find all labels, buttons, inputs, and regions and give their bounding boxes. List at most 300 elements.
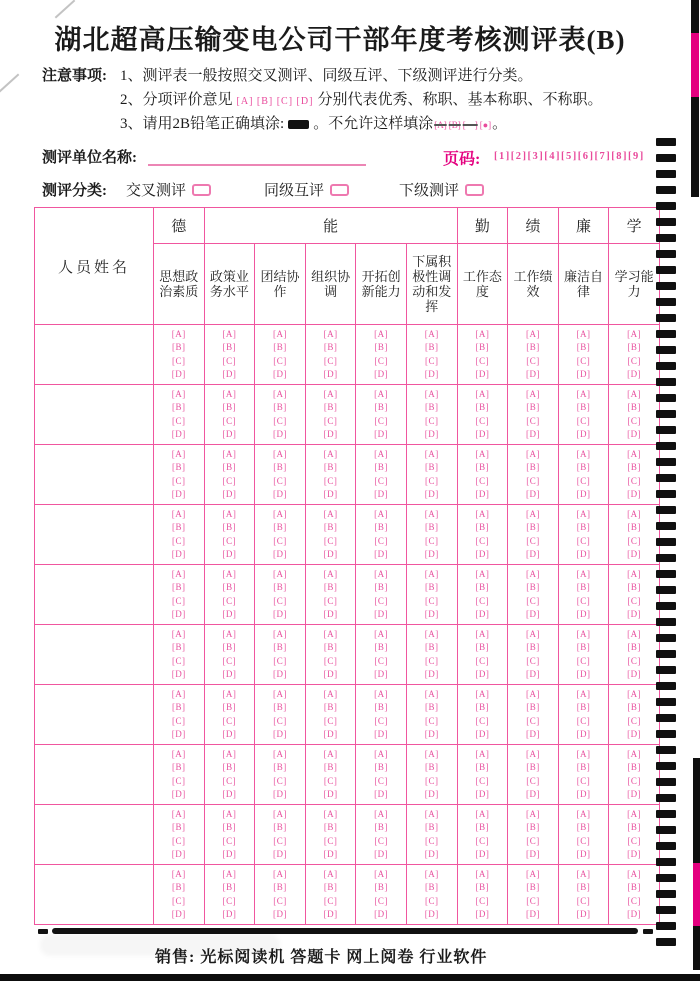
bubble-C[interactable]: [C] (323, 355, 338, 366)
bubble-A[interactable]: [A] (323, 628, 338, 639)
bubble-B[interactable]: [B] (323, 822, 338, 832)
bubble-D[interactable]: [D] (627, 429, 642, 439)
bubble-C[interactable]: [C] (576, 715, 591, 726)
bubble-A[interactable]: [A] (374, 748, 389, 759)
bubble-B[interactable]: [B] (273, 522, 287, 532)
bubble-B[interactable]: [B] (475, 522, 490, 532)
bubble-B[interactable]: [B] (374, 582, 388, 592)
bubble-C[interactable]: [C] (627, 535, 641, 546)
bubble-A[interactable]: [A] (424, 388, 439, 399)
person-name-cell[interactable] (35, 865, 154, 925)
bubble-D[interactable]: [D] (576, 789, 591, 799)
bubble-A[interactable]: [A] (171, 388, 186, 399)
bubble-C[interactable]: [C] (576, 895, 591, 906)
bubble-A[interactable]: [A] (576, 808, 591, 819)
bubble-C[interactable]: [C] (576, 415, 591, 426)
bubble-C[interactable]: [C] (475, 595, 490, 606)
bubble-C[interactable]: [C] (526, 655, 540, 666)
bubble-C[interactable]: [C] (374, 895, 388, 906)
bubble-D[interactable]: [D] (576, 369, 591, 379)
bubble-D[interactable]: [D] (374, 609, 389, 619)
bubble-C[interactable]: [C] (576, 835, 591, 846)
bubble-D[interactable]: [D] (525, 369, 540, 379)
bubble-D[interactable]: [D] (171, 789, 186, 799)
bubble-B[interactable]: [B] (374, 402, 388, 412)
bubble-D[interactable]: [D] (374, 369, 389, 379)
bubble-C[interactable]: [C] (526, 775, 540, 786)
bubble-C[interactable]: [C] (222, 355, 237, 366)
bubble-C[interactable]: [C] (172, 835, 186, 846)
bubble-B[interactable]: [B] (172, 822, 186, 832)
bubble-A[interactable]: [A] (424, 688, 439, 699)
bubble-B[interactable]: [B] (222, 402, 237, 412)
bubble-D[interactable]: [D] (272, 489, 287, 499)
bubble-C[interactable]: [C] (425, 535, 439, 546)
category-checkbox[interactable] (330, 184, 349, 196)
bubble-D[interactable]: [D] (272, 849, 287, 859)
bubble-B[interactable]: [B] (374, 642, 388, 652)
bubble-A[interactable]: [A] (374, 388, 389, 399)
bubble-B[interactable]: [B] (222, 342, 237, 352)
bubble-A[interactable]: [A] (374, 508, 389, 519)
bubble-D[interactable]: [D] (424, 489, 439, 499)
bubble-D[interactable]: [D] (272, 369, 287, 379)
bubble-C[interactable]: [C] (576, 595, 591, 606)
bubble-C[interactable]: [C] (425, 355, 439, 366)
bubble-A[interactable]: [A] (272, 628, 287, 639)
bubble-B[interactable]: [B] (172, 342, 186, 352)
bubble-C[interactable]: [C] (323, 475, 338, 486)
bubble-D[interactable]: [D] (576, 729, 591, 739)
bubble-B[interactable]: [B] (222, 882, 237, 892)
bubble-C[interactable]: [C] (425, 475, 439, 486)
bubble-C[interactable]: [C] (172, 775, 186, 786)
bubble-A[interactable]: [A] (171, 568, 186, 579)
bubble-C[interactable]: [C] (526, 715, 540, 726)
bubble-D[interactable]: [D] (272, 549, 287, 559)
bubble-B[interactable]: [B] (425, 882, 439, 892)
bubble-C[interactable]: [C] (222, 775, 237, 786)
bubble-D[interactable]: [D] (272, 789, 287, 799)
bubble-B[interactable]: [B] (172, 642, 186, 652)
bubble-C[interactable]: [C] (323, 415, 338, 426)
bubble-D[interactable]: [D] (171, 909, 186, 919)
bubble-D[interactable]: [D] (272, 429, 287, 439)
bubble-D[interactable]: [D] (171, 549, 186, 559)
bubble-A[interactable]: [A] (171, 868, 186, 879)
bubble-C[interactable]: [C] (526, 895, 540, 906)
bubble-D[interactable]: [D] (272, 909, 287, 919)
bubble-A[interactable]: [A] (272, 388, 287, 399)
bubble-A[interactable]: [A] (222, 748, 237, 759)
bubble-D[interactable]: [D] (222, 909, 237, 919)
bubble-B[interactable]: [B] (273, 462, 287, 472)
bubble-C[interactable]: [C] (627, 775, 641, 786)
bubble-D[interactable]: [D] (576, 549, 591, 559)
bubble-D[interactable]: [D] (222, 429, 237, 439)
bubble-B[interactable]: [B] (576, 822, 591, 832)
bubble-B[interactable]: [B] (627, 762, 641, 772)
bubble-A[interactable]: [A] (374, 328, 389, 339)
bubble-B[interactable]: [B] (425, 462, 439, 472)
bubble-B[interactable]: [B] (172, 582, 186, 592)
bubble-A[interactable]: [A] (424, 808, 439, 819)
bubble-B[interactable]: [B] (172, 702, 186, 712)
person-name-cell[interactable] (35, 385, 154, 445)
bubble-B[interactable]: [B] (222, 702, 237, 712)
bubble-D[interactable]: [D] (475, 429, 490, 439)
bubble-D[interactable]: [D] (424, 909, 439, 919)
bubble-B[interactable]: [B] (526, 582, 540, 592)
bubble-B[interactable]: [B] (323, 642, 338, 652)
bubble-C[interactable]: [C] (172, 355, 186, 366)
bubble-B[interactable]: [B] (172, 882, 186, 892)
bubble-D[interactable]: [D] (424, 729, 439, 739)
bubble-A[interactable]: [A] (627, 868, 642, 879)
bubble-B[interactable]: [B] (576, 702, 591, 712)
bubble-B[interactable]: [B] (526, 462, 540, 472)
bubble-C[interactable]: [C] (425, 415, 439, 426)
bubble-D[interactable]: [D] (475, 369, 490, 379)
bubble-B[interactable]: [B] (273, 342, 287, 352)
bubble-B[interactable]: [B] (526, 522, 540, 532)
bubble-C[interactable]: [C] (627, 475, 641, 486)
bubble-B[interactable]: [B] (526, 402, 540, 412)
bubble-C[interactable]: [C] (374, 775, 388, 786)
bubble-A[interactable]: [A] (424, 868, 439, 879)
bubble-D[interactable]: [D] (323, 369, 338, 379)
bubble-B[interactable]: [B] (576, 522, 591, 532)
bubble-C[interactable]: [C] (222, 835, 237, 846)
bubble-A[interactable]: [A] (627, 388, 642, 399)
person-name-cell[interactable] (35, 625, 154, 685)
bubble-B[interactable]: [B] (425, 642, 439, 652)
bubble-D[interactable]: [D] (222, 789, 237, 799)
bubble-A[interactable]: [A] (272, 808, 287, 819)
bubble-C[interactable]: [C] (222, 595, 237, 606)
bubble-C[interactable]: [C] (526, 595, 540, 606)
bubble-D[interactable]: [D] (627, 549, 642, 559)
bubble-A[interactable]: [A] (272, 568, 287, 579)
bubble-B[interactable]: [B] (172, 462, 186, 472)
bubble-B[interactable]: [B] (222, 642, 237, 652)
bubble-A[interactable]: [A] (525, 748, 540, 759)
bubble-A[interactable]: [A] (323, 388, 338, 399)
bubble-A[interactable]: [A] (323, 688, 338, 699)
bubble-D[interactable]: [D] (222, 609, 237, 619)
bubble-B[interactable]: [B] (627, 342, 641, 352)
bubble-C[interactable]: [C] (323, 835, 338, 846)
bubble-B[interactable]: [B] (425, 342, 439, 352)
bubble-A[interactable]: [A] (525, 508, 540, 519)
bubble-B[interactable]: [B] (374, 522, 388, 532)
bubble-B[interactable]: [B] (273, 822, 287, 832)
bubble-D[interactable]: [D] (374, 909, 389, 919)
bubble-A[interactable]: [A] (576, 448, 591, 459)
bubble-B[interactable]: [B] (526, 642, 540, 652)
bubble-A[interactable]: [A] (222, 448, 237, 459)
bubble-A[interactable]: [A] (272, 448, 287, 459)
bubble-D[interactable]: [D] (222, 489, 237, 499)
person-name-cell[interactable] (35, 445, 154, 505)
bubble-D[interactable]: [D] (576, 849, 591, 859)
bubble-C[interactable]: [C] (627, 835, 641, 846)
bubble-C[interactable]: [C] (627, 895, 641, 906)
bubble-B[interactable]: [B] (576, 762, 591, 772)
bubble-B[interactable]: [B] (475, 462, 490, 472)
bubble-A[interactable]: [A] (323, 448, 338, 459)
bubble-B[interactable]: [B] (273, 642, 287, 652)
bubble-B[interactable]: [B] (374, 462, 388, 472)
bubble-D[interactable]: [D] (374, 729, 389, 739)
bubble-B[interactable]: [B] (475, 822, 490, 832)
bubble-D[interactable]: [D] (525, 669, 540, 679)
bubble-D[interactable]: [D] (323, 849, 338, 859)
bubble-B[interactable]: [B] (475, 702, 490, 712)
bubble-B[interactable]: [B] (627, 462, 641, 472)
bubble-A[interactable]: [A] (424, 568, 439, 579)
bubble-A[interactable]: [A] (374, 628, 389, 639)
bubble-B[interactable]: [B] (273, 702, 287, 712)
bubble-D[interactable]: [D] (171, 729, 186, 739)
bubble-B[interactable]: [B] (627, 642, 641, 652)
bubble-D[interactable]: [D] (323, 609, 338, 619)
bubble-B[interactable]: [B] (627, 582, 641, 592)
bubble-D[interactable]: [D] (475, 549, 490, 559)
bubble-C[interactable]: [C] (425, 775, 439, 786)
bubble-C[interactable]: [C] (172, 895, 186, 906)
bubble-D[interactable]: [D] (525, 489, 540, 499)
bubble-D[interactable]: [D] (576, 489, 591, 499)
bubble-A[interactable]: [A] (475, 568, 490, 579)
bubble-A[interactable]: [A] (475, 688, 490, 699)
bubble-D[interactable]: [D] (627, 669, 642, 679)
bubble-C[interactable]: [C] (374, 655, 388, 666)
bubble-A[interactable]: [A] (576, 328, 591, 339)
bubble-C[interactable]: [C] (273, 595, 287, 606)
bubble-C[interactable]: [C] (273, 715, 287, 726)
bubble-A[interactable]: [A] (627, 328, 642, 339)
bubble-C[interactable]: [C] (273, 775, 287, 786)
bubble-C[interactable]: [C] (475, 835, 490, 846)
bubble-C[interactable]: [C] (222, 475, 237, 486)
bubble-B[interactable]: [B] (475, 402, 490, 412)
bubble-C[interactable]: [C] (172, 655, 186, 666)
bubble-C[interactable]: [C] (627, 595, 641, 606)
bubble-C[interactable]: [C] (526, 475, 540, 486)
bubble-B[interactable]: [B] (526, 342, 540, 352)
bubble-A[interactable]: [A] (627, 448, 642, 459)
bubble-C[interactable]: [C] (273, 535, 287, 546)
bubble-A[interactable]: [A] (171, 328, 186, 339)
bubble-B[interactable]: [B] (627, 822, 641, 832)
bubble-C[interactable]: [C] (425, 715, 439, 726)
bubble-D[interactable]: [D] (627, 489, 642, 499)
bubble-D[interactable]: [D] (475, 609, 490, 619)
bubble-A[interactable]: [A] (475, 328, 490, 339)
bubble-C[interactable]: [C] (526, 415, 540, 426)
bubble-B[interactable]: [B] (273, 582, 287, 592)
bubble-D[interactable]: [D] (323, 489, 338, 499)
bubble-B[interactable]: [B] (172, 522, 186, 532)
bubble-D[interactable]: [D] (424, 609, 439, 619)
bubble-A[interactable]: [A] (374, 868, 389, 879)
bubble-A[interactable]: [A] (171, 628, 186, 639)
bubble-B[interactable]: [B] (627, 402, 641, 412)
bubble-B[interactable]: [B] (627, 702, 641, 712)
bubble-C[interactable]: [C] (172, 415, 186, 426)
bubble-D[interactable]: [D] (424, 369, 439, 379)
bubble-C[interactable]: [C] (627, 715, 641, 726)
bubble-D[interactable]: [D] (525, 429, 540, 439)
bubble-A[interactable]: [A] (424, 748, 439, 759)
bubble-B[interactable]: [B] (323, 702, 338, 712)
bubble-A[interactable]: [A] (576, 568, 591, 579)
bubble-C[interactable]: [C] (627, 415, 641, 426)
bubble-A[interactable]: [A] (374, 688, 389, 699)
bubble-B[interactable]: [B] (374, 702, 388, 712)
bubble-B[interactable]: [B] (222, 762, 237, 772)
bubble-D[interactable]: [D] (475, 729, 490, 739)
bubble-B[interactable]: [B] (425, 822, 439, 832)
bubble-A[interactable]: [A] (222, 328, 237, 339)
bubble-A[interactable]: [A] (424, 508, 439, 519)
bubble-A[interactable]: [A] (323, 748, 338, 759)
bubble-C[interactable]: [C] (222, 655, 237, 666)
bubble-B[interactable]: [B] (425, 522, 439, 532)
bubble-D[interactable]: [D] (525, 789, 540, 799)
bubble-D[interactable]: [D] (475, 849, 490, 859)
bubble-B[interactable]: [B] (526, 702, 540, 712)
bubble-D[interactable]: [D] (576, 609, 591, 619)
bubble-B[interactable]: [B] (475, 762, 490, 772)
bubble-D[interactable]: [D] (627, 729, 642, 739)
bubble-A[interactable]: [A] (475, 388, 490, 399)
bubble-A[interactable]: [A] (272, 508, 287, 519)
bubble-D[interactable]: [D] (525, 729, 540, 739)
bubble-D[interactable]: [D] (171, 669, 186, 679)
bubble-C[interactable]: [C] (374, 595, 388, 606)
bubble-C[interactable]: [C] (475, 775, 490, 786)
bubble-C[interactable]: [C] (374, 535, 388, 546)
bubble-D[interactable]: [D] (576, 669, 591, 679)
bubble-B[interactable]: [B] (172, 762, 186, 772)
bubble-C[interactable]: [C] (475, 715, 490, 726)
bubble-C[interactable]: [C] (323, 595, 338, 606)
bubble-B[interactable]: [B] (576, 342, 591, 352)
bubble-C[interactable]: [C] (172, 715, 186, 726)
bubble-D[interactable]: [D] (627, 909, 642, 919)
bubble-B[interactable]: [B] (475, 882, 490, 892)
bubble-C[interactable]: [C] (576, 355, 591, 366)
bubble-A[interactable]: [A] (323, 508, 338, 519)
bubble-A[interactable]: [A] (374, 808, 389, 819)
bubble-D[interactable]: [D] (475, 489, 490, 499)
bubble-B[interactable]: [B] (222, 522, 237, 532)
bubble-B[interactable]: [B] (576, 882, 591, 892)
bubble-A[interactable]: [A] (576, 868, 591, 879)
bubble-A[interactable]: [A] (525, 688, 540, 699)
bubble-B[interactable]: [B] (526, 762, 540, 772)
bubble-A[interactable]: [A] (272, 688, 287, 699)
bubble-A[interactable]: [A] (323, 328, 338, 339)
bubble-D[interactable]: [D] (272, 609, 287, 619)
bubble-A[interactable]: [A] (374, 448, 389, 459)
bubble-B[interactable]: [B] (425, 702, 439, 712)
bubble-D[interactable]: [D] (323, 909, 338, 919)
bubble-C[interactable]: [C] (374, 715, 388, 726)
bubble-A[interactable]: [A] (576, 628, 591, 639)
bubble-C[interactable]: [C] (222, 895, 237, 906)
bubble-D[interactable]: [D] (424, 789, 439, 799)
bubble-C[interactable]: [C] (273, 835, 287, 846)
bubble-B[interactable]: [B] (627, 882, 641, 892)
bubble-A[interactable]: [A] (323, 868, 338, 879)
bubble-B[interactable]: [B] (273, 882, 287, 892)
bubble-A[interactable]: [A] (323, 808, 338, 819)
bubble-A[interactable]: [A] (627, 508, 642, 519)
bubble-A[interactable]: [A] (222, 688, 237, 699)
bubble-D[interactable]: [D] (424, 549, 439, 559)
bubble-C[interactable]: [C] (627, 355, 641, 366)
bubble-A[interactable]: [A] (576, 508, 591, 519)
bubble-C[interactable]: [C] (425, 595, 439, 606)
bubble-A[interactable]: [A] (424, 628, 439, 639)
bubble-C[interactable]: [C] (374, 415, 388, 426)
bubble-A[interactable]: [A] (576, 688, 591, 699)
bubble-A[interactable]: [A] (627, 628, 642, 639)
bubble-C[interactable]: [C] (374, 475, 388, 486)
bubble-D[interactable]: [D] (374, 429, 389, 439)
bubble-D[interactable]: [D] (374, 669, 389, 679)
bubble-C[interactable]: [C] (526, 535, 540, 546)
bubble-B[interactable]: [B] (323, 882, 338, 892)
person-name-cell[interactable] (35, 805, 154, 865)
bubble-A[interactable]: [A] (272, 748, 287, 759)
bubble-C[interactable]: [C] (222, 415, 237, 426)
bubble-D[interactable]: [D] (323, 549, 338, 559)
bubble-C[interactable]: [C] (526, 835, 540, 846)
bubble-D[interactable]: [D] (171, 369, 186, 379)
bubble-C[interactable]: [C] (323, 655, 338, 666)
bubble-D[interactable]: [D] (374, 489, 389, 499)
bubble-B[interactable]: [B] (323, 582, 338, 592)
bubble-D[interactable]: [D] (374, 549, 389, 559)
bubble-A[interactable]: [A] (222, 508, 237, 519)
bubble-C[interactable]: [C] (374, 835, 388, 846)
bubble-C[interactable]: [C] (475, 475, 490, 486)
bubble-A[interactable]: [A] (222, 628, 237, 639)
bubble-B[interactable]: [B] (576, 402, 591, 412)
bubble-A[interactable]: [A] (525, 448, 540, 459)
bubble-D[interactable]: [D] (576, 429, 591, 439)
bubble-B[interactable]: [B] (323, 342, 338, 352)
bubble-C[interactable]: [C] (172, 475, 186, 486)
bubble-B[interactable]: [B] (526, 882, 540, 892)
bubble-A[interactable]: [A] (222, 388, 237, 399)
bubble-A[interactable]: [A] (475, 628, 490, 639)
bubble-C[interactable]: [C] (273, 355, 287, 366)
bubble-C[interactable]: [C] (222, 715, 237, 726)
bubble-A[interactable]: [A] (576, 748, 591, 759)
bubble-B[interactable]: [B] (222, 822, 237, 832)
bubble-D[interactable]: [D] (627, 849, 642, 859)
bubble-B[interactable]: [B] (425, 762, 439, 772)
bubble-A[interactable]: [A] (475, 448, 490, 459)
bubble-C[interactable]: [C] (475, 535, 490, 546)
bubble-A[interactable]: [A] (171, 808, 186, 819)
bubble-C[interactable]: [C] (222, 535, 237, 546)
